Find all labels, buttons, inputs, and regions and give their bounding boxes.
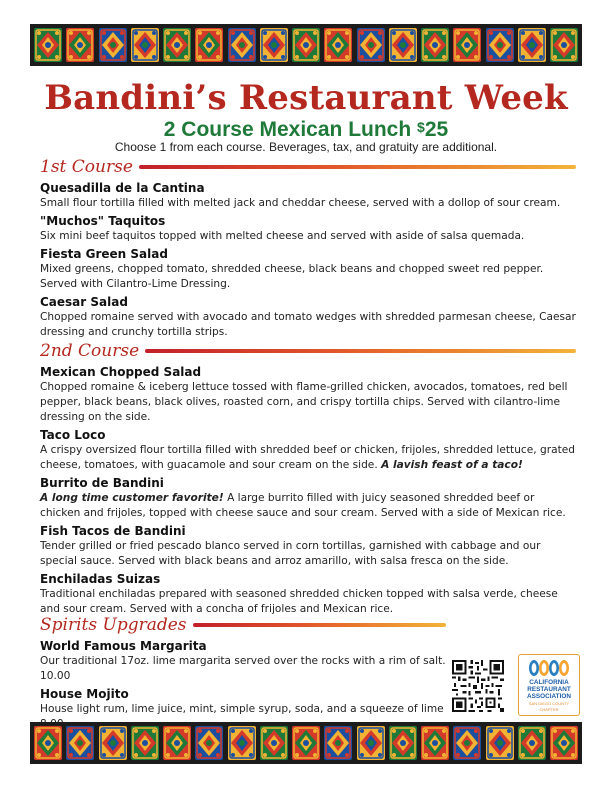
menu-item-desc: [40, 491, 576, 521]
menu-item-desc-text: A crispy oversized flour tortilla filled with shredded beef or chicken, frijoles, shredded lettuce, grated cheese, tomatoes, with guacamole and sour cream on the side.: [40, 444, 575, 471]
price-value: 25: [424, 118, 449, 141]
menu-item-desc: [40, 443, 576, 473]
section-divider: [145, 349, 576, 353]
talavera-tile-icon: [389, 726, 417, 760]
top-tile-border: [30, 24, 582, 66]
first-course-header: [40, 156, 576, 178]
menu-item-name: World Famous Margarita: [40, 639, 207, 653]
menu-item-desc: Our traditional 17oz. lime margarita served over the rocks with a rim of salt. 10.00: [40, 655, 446, 682]
menu-item-name: Caesar Salad: [40, 295, 128, 309]
menu-item-highlight: A long time customer favorite!: [40, 492, 224, 504]
second-course-section: [40, 340, 576, 617]
talavera-tile-icon: [486, 726, 514, 760]
menu-item-desc: Tender grilled or fried pescado blanco served in corn tortillas, garnished with cabbage and our special sauce. Served with black beans and arroz amarillo, with salsa fresca on the side.: [40, 540, 541, 567]
talavera-tile-icon: [453, 726, 481, 760]
second-course-title: 2nd Course: [40, 341, 140, 361]
menu-item-desc: Small flour tortilla filled with melted jack and cheddar cheese, served with a dollop of sour cream.: [40, 197, 561, 209]
talavera-tile-icon: [163, 28, 191, 62]
page-title: Bandini’s Restaurant Week: [44, 78, 568, 118]
menu-item-desc: House light rum, lime juice, mint, simple syrup, soda, and a squeeze of lime: [40, 703, 444, 715]
talavera-tile-icon: [260, 726, 288, 760]
menu-item-desc: Chopped romaine & iceberg lettuce tossed with flame-grilled chicken, avocados, tomatoes, red bell pepper, black beans, black olives, roasted corn, and crispy tortilla chips. Served with cilantro-lime dressing on the side.: [40, 381, 568, 423]
talavera-tile-icon: [550, 28, 578, 62]
california-restaurant-association-logo: [526, 658, 572, 678]
menu-item-highlight: A lavish feast of a taco!: [381, 459, 523, 471]
menu-item-desc: Six mini beef taquitos topped with melted cheese and served with aside of salsa quemada.: [40, 230, 525, 242]
page-subtitle: [0, 118, 612, 142]
cra-line3: ASSOCIATION: [527, 693, 571, 700]
cra-badge: [518, 654, 580, 716]
talavera-tile-icon: [389, 28, 417, 62]
subtitle-text: 2 Course Mexican Lunch: [163, 118, 418, 141]
menu-item-name: Fish Tacos de Bandini: [40, 524, 186, 538]
menu-item-desc: Chopped romaine served with avocado and tomato wedges with shredded parmesan cheese, Caesar dressing and crunchy tortilla strips.: [40, 311, 576, 338]
menu-item-name: Enchiladas Suizas: [40, 572, 161, 586]
talavera-tile-icon: [518, 726, 546, 760]
talavera-tile-icon: [357, 726, 385, 760]
talavera-tile-icon: [421, 726, 449, 760]
spirits-title: Spirits Upgrades: [40, 615, 187, 635]
menu-item-name: Taco Loco: [40, 428, 106, 442]
first-course-title: 1st Course: [40, 157, 133, 177]
spirits-section: [40, 614, 446, 732]
menu-item-name: Burrito de Bandini: [40, 476, 164, 490]
menu-item-name: Fiesta Green Salad: [40, 247, 168, 261]
talavera-tile-icon: [357, 28, 385, 62]
talavera-tile-icon: [66, 726, 94, 760]
talavera-tile-icon: [195, 28, 223, 62]
menu-note: Choose 1 from each course. Beverages, tax, and gratuity are additional.: [114, 140, 498, 154]
first-course-section: [40, 156, 576, 340]
talavera-tile-icon: [34, 28, 62, 62]
talavera-tile-icon: [324, 726, 352, 760]
talavera-tile-icon: [292, 726, 320, 760]
spirits-header: [40, 614, 446, 636]
talavera-tile-icon: [163, 726, 191, 760]
talavera-tile-icon: [99, 28, 127, 62]
talavera-tile-icon: [292, 28, 320, 62]
talavera-tile-icon: [131, 28, 159, 62]
second-course-header: [40, 340, 576, 362]
talavera-tile-icon: [228, 726, 256, 760]
menu-item-desc-text: A large burrito filled with juicy seasoned shredded beef or chicken and frijoles, topped with cheese sauce and sour cream. Served with a side of Mexican rice.: [40, 492, 566, 519]
talavera-tile-icon: [131, 726, 159, 760]
talavera-tile-icon: [550, 726, 578, 760]
menu-item-name: House Mojito: [40, 687, 129, 701]
section-divider: [193, 623, 446, 627]
menu-item-name: Mexican Chopped Salad: [40, 365, 202, 379]
talavera-tile-icon: [486, 28, 514, 62]
talavera-tile-icon: [66, 28, 94, 62]
cra-line2: RESTAURANT: [527, 686, 571, 693]
talavera-tile-icon: [195, 726, 223, 760]
talavera-tile-icon: [99, 726, 127, 760]
bottom-tile-border: [30, 722, 582, 764]
menu-item-desc: Traditional enchiladas prepared with seasoned shredded chicken topped with salsa verde, cheese and sour cream. Served with a concha of frijoles and Mexican rice.: [40, 588, 558, 615]
talavera-tile-icon: [228, 28, 256, 62]
cra-chapter: SAN DIEGO COUNTY CHAPTER: [528, 701, 570, 712]
talavera-tile-icon: [421, 28, 449, 62]
menu-item-name: "Muchos" Taquitos: [40, 214, 166, 228]
menu-item-desc: Mixed greens, chopped tomato, shredded cheese, black beans and chopped sweet red pepper. Served with Cilantro-Lime Dressing.: [40, 263, 544, 290]
section-divider: [139, 165, 576, 169]
talavera-tile-icon: [453, 28, 481, 62]
menu-item-name: Quesadilla de la Cantina: [40, 181, 205, 195]
cra-line1: CALIFORNIA: [529, 679, 569, 686]
qr-code-icon[interactable]: [452, 660, 504, 712]
talavera-tile-icon: [34, 726, 62, 760]
talavera-tile-icon: [324, 28, 352, 62]
talavera-tile-icon: [260, 28, 288, 62]
talavera-tile-icon: [518, 28, 546, 62]
price-symbol: $: [417, 119, 425, 135]
